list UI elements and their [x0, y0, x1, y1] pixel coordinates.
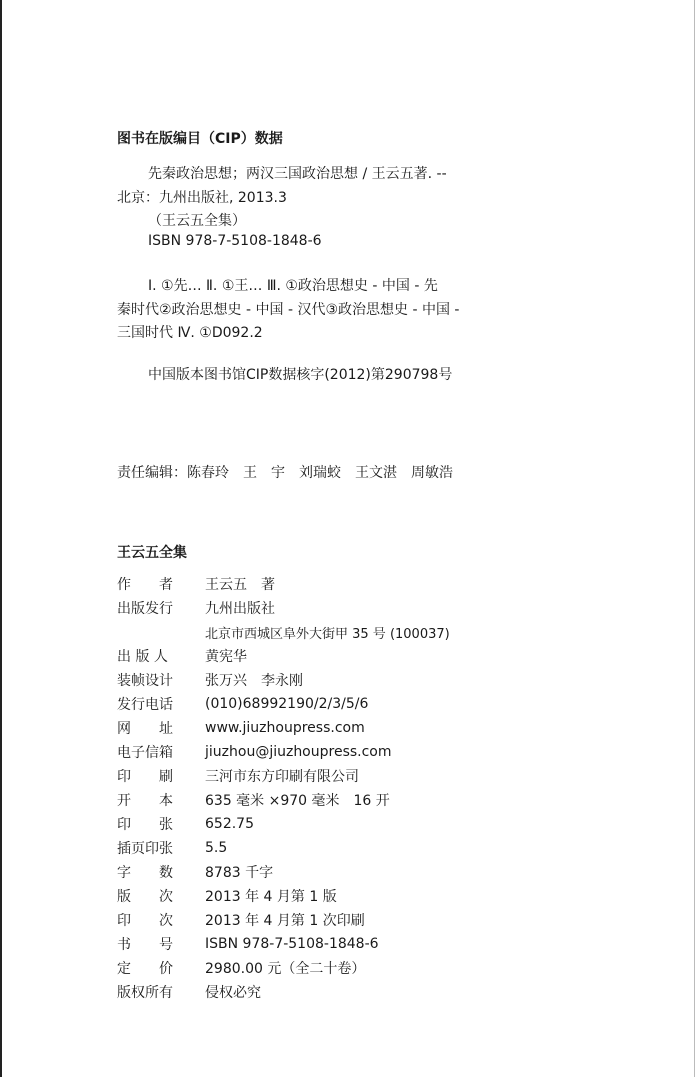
imprint-row-copyright — [117, 980, 637, 1004]
imprint-block — [117, 542, 637, 1004]
cip-line-2: 北京：九州出版社, 2013.3 — [117, 190, 287, 206]
value-edition: 2013 年 4 月第 1 版 — [205, 889, 337, 905]
value-printing: 2013 年 4 月第 1 次印刷 — [205, 913, 365, 929]
editors-line — [117, 462, 453, 482]
value-phone: (010)68992190/2/3/5/6 — [205, 696, 369, 712]
imprint-row-address — [117, 620, 637, 644]
value-printer: 三河市东方印刷有限公司 — [205, 769, 359, 785]
cip-isbn: ISBN 978-7-5108-1848-6 — [148, 233, 322, 249]
imprint-row-format — [117, 788, 637, 812]
imprint-row-printer — [117, 764, 637, 788]
imprint-row-publisher-person — [117, 644, 637, 668]
page-right-edge — [694, 0, 695, 1077]
label-printing: 印 次 — [117, 913, 173, 929]
value-copyright: 侵权必究 — [205, 985, 261, 1001]
label-website: 网 址 — [117, 721, 173, 737]
value-isbn: ISBN 978-7-5108-1848-6 — [205, 936, 379, 952]
page-left-edge — [0, 0, 2, 1077]
value-website: www.jiuzhoupress.com — [205, 720, 365, 736]
cip-heading: 图书在版编目（CIP）数据 — [117, 131, 283, 147]
label-format: 开 本 — [117, 793, 173, 809]
label-copyright: 版权所有 — [117, 985, 173, 1001]
label-edition: 版 次 — [117, 889, 173, 905]
label-isbn: 书 号 — [117, 937, 173, 953]
imprint-row-insert-sheets — [117, 836, 637, 860]
label-sheets: 印 张 — [117, 817, 173, 833]
imprint-row-printing — [117, 908, 637, 932]
value-price: 2980.00 元（全二十卷） — [205, 961, 366, 977]
value-design: 张万兴 李永刚 — [205, 673, 303, 689]
label-word-count: 字 数 — [117, 865, 173, 881]
imprint-row-author — [117, 572, 637, 596]
imprint-row-phone — [117, 692, 637, 716]
imprint-row-publisher — [117, 596, 637, 620]
value-format: 635 毫米 ×970 毫米 16 开 — [205, 793, 390, 809]
value-sheets: 652.75 — [205, 816, 254, 832]
value-address: 北京市西城区阜外大街甲 35 号 (100037) — [205, 626, 450, 642]
label-printer: 印 刷 — [117, 769, 173, 785]
value-email: jiuzhou@jiuzhoupress.com — [205, 744, 392, 760]
value-author: 王云五 著 — [205, 577, 275, 593]
cip-line-1: 先秦政治思想；两汉三国政治思想 / 王云五著. -- — [148, 166, 447, 182]
imprint-row-website — [117, 716, 637, 740]
imprint-row-word-count — [117, 860, 637, 884]
value-publisher: 九州出版社 — [205, 601, 275, 617]
label-publisher-person: 出 版 人 — [117, 649, 168, 665]
imprint-row-sheets — [117, 812, 637, 836]
imprint-row-isbn — [117, 932, 637, 956]
cip-class-line-3: 三国时代 Ⅳ. ①D092.2 — [117, 325, 263, 341]
label-design: 装帧设计 — [117, 673, 173, 689]
imprint-title: 王云五全集 — [117, 545, 187, 561]
label-price: 定 价 — [117, 961, 173, 977]
editors-label: 责任编辑： — [117, 465, 187, 481]
cip-class-line-1: Ⅰ. ①先… Ⅱ. ①王… Ⅲ. ①政治思想史 - 中国 - 先 — [148, 278, 438, 294]
label-email: 电子信箱 — [117, 745, 173, 761]
value-word-count: 8783 千字 — [205, 865, 274, 881]
cip-series: （王云五全集） — [148, 213, 246, 229]
imprint-row-design — [117, 668, 637, 692]
label-phone: 发行电话 — [117, 697, 173, 713]
label-author: 作 者 — [117, 577, 173, 593]
editors-names: 陈春玲 王 宇 刘瑞蛟 王文湛 周敏浩 — [187, 465, 453, 481]
cip-class-line-2: 秦时代②政治思想史 - 中国 - 汉代③政治思想史 - 中国 - — [117, 302, 460, 318]
label-insert-sheets: 插页印张 — [117, 841, 173, 857]
value-insert-sheets: 5.5 — [205, 840, 228, 856]
cip-number: 中国版本图书馆CIP数据核字(2012)第290798号 — [148, 367, 453, 383]
imprint-row-edition — [117, 884, 637, 908]
label-publisher: 出版发行 — [117, 601, 173, 617]
value-publisher-person: 黄宪华 — [205, 649, 247, 665]
imprint-row-price — [117, 956, 637, 980]
imprint-row-email — [117, 740, 637, 764]
